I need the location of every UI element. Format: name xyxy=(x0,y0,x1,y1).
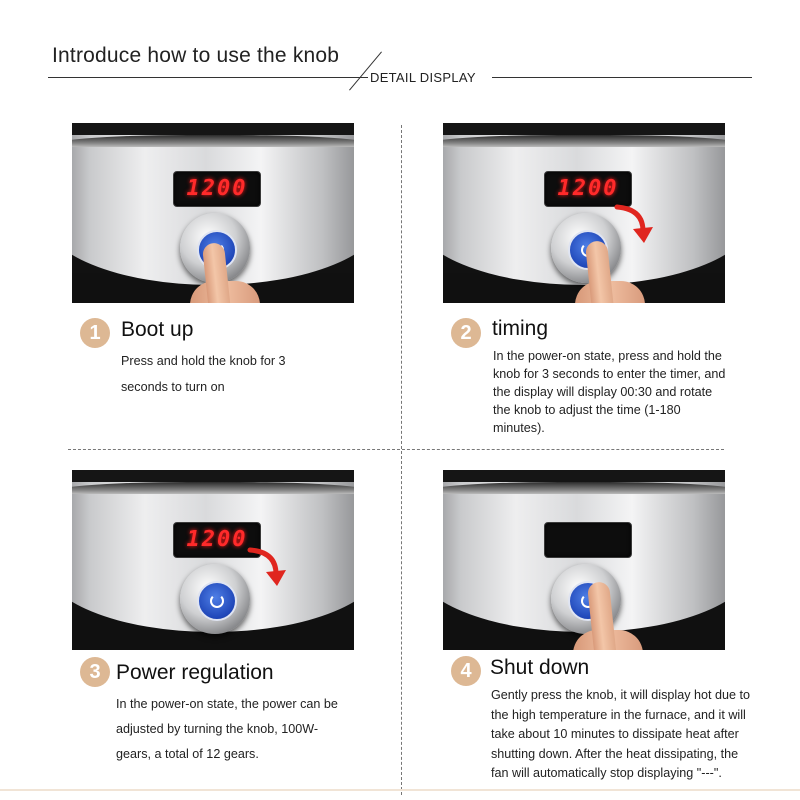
rotate-arrow-icon xyxy=(613,201,657,245)
step-4-description: Gently press the knob, it will display hot due to the high temperature in the furnace, and it will take about 10 minutes to dissipate heat after shutting down. After the heat dissipating, the fan will automatically stop displaying "---". xyxy=(491,688,751,780)
horizontal-dashed-divider xyxy=(68,449,724,450)
step-3-title: Power regulation xyxy=(116,661,274,684)
page-title: Introduce how to use the knob xyxy=(52,44,340,67)
step-4-number-badge: 4 xyxy=(451,656,481,686)
led-display-off xyxy=(544,522,632,558)
header-divider-right xyxy=(492,77,752,78)
step-2-photo xyxy=(443,123,725,303)
step-4-photo xyxy=(443,470,725,650)
header-subtitle: DETAIL DISPLAY xyxy=(370,70,476,85)
step-3-number-badge: 3 xyxy=(80,657,110,687)
led-display: 1200 xyxy=(173,171,261,207)
step-4-title: Shut down xyxy=(490,656,590,679)
step-1-title: Boot up xyxy=(121,318,194,341)
step-1-description: Press and hold the knob for 3 seconds to turn on xyxy=(121,354,286,394)
step-3-photo xyxy=(72,470,354,650)
step-1-number-badge: 1 xyxy=(80,318,110,348)
bottom-rule xyxy=(0,789,800,791)
step-3-description: In the power-on state, the power can be adjusted by turning the knob, 100W- gears, a total of 12 gears. xyxy=(116,697,338,761)
control-knob xyxy=(180,564,250,634)
header-divider-left xyxy=(48,77,368,78)
led-display: 1200 xyxy=(173,522,261,558)
led-display: 1200 xyxy=(544,171,632,207)
step-1-photo xyxy=(72,123,354,303)
vertical-dashed-divider xyxy=(401,125,402,795)
step-2-title: timing xyxy=(492,317,549,340)
power-icon xyxy=(197,581,237,621)
step-2-description: In the power-on state, press and hold the knob for 3 seconds to enter the timer, and the display will display 00:30 and rotate the knob to adjust the time (1-180 minutes). xyxy=(493,349,726,435)
rotate-arrow-icon xyxy=(246,544,290,588)
step-2-number-badge: 2 xyxy=(451,318,481,348)
